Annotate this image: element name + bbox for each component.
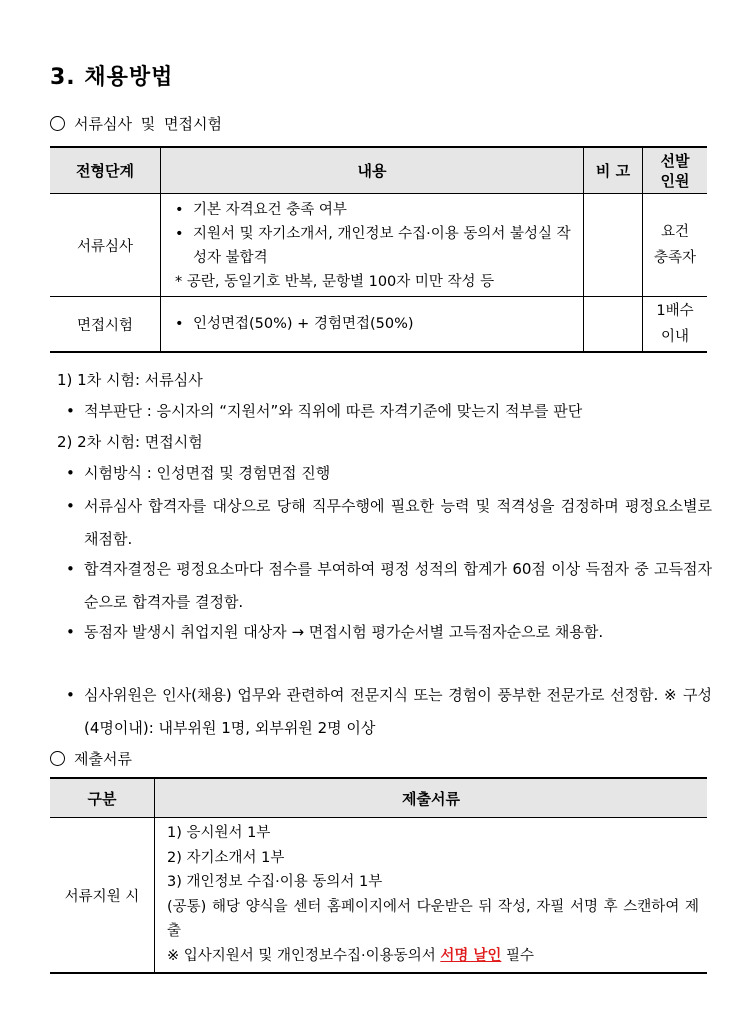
table-row: [50, 194, 707, 297]
list-item: • 심사위원은 인사(채용) 업무와 관련하여 전문지식 또는 경험이 풍부한 전문가로 선정함. ※ 구성(4명이내): 내부위원 1명, 외부위원 2명 이상: [66, 679, 712, 745]
bullet-dot-icon: •: [66, 402, 75, 420]
list-item: • 인성면접(50%) + 경험면접(50%): [175, 312, 577, 336]
list-item: • 동점자 발생시 취업지원 대상자 → 면접시험 평가순서별 고득점자순으로 채용함.: [66, 616, 712, 649]
bullet-dot-icon: •: [66, 686, 75, 704]
documents-table: [50, 777, 707, 974]
header-stage: 전형단계: [50, 147, 161, 194]
stage-cell: 면접시험: [50, 297, 161, 353]
list-item: • 합격자결정은 평정요소마다 점수를 부여하여 평정 성적의 합계가 60점 이상 득점자 중 고득점자 순으로 합격자를 결정함.: [66, 553, 712, 619]
step1-heading: 1) 1차 시험: 서류심사: [57, 371, 203, 389]
bullet-dot-icon: •: [66, 623, 75, 641]
selection-process-table: [50, 146, 707, 353]
count-cell: 1배수 이내: [643, 297, 708, 353]
list-item: • 지원서 및 자기소개서, 개인정보 수집·이용 동의서 불성실 작성자 불합격: [175, 222, 577, 270]
header-remark: 비 고: [584, 147, 643, 194]
header-count: 선발 인원: [643, 147, 708, 194]
category-cell: 서류지원 시: [50, 818, 155, 974]
bullet-dot-icon: •: [66, 464, 75, 482]
list-item: • 서류심사 합격자를 대상으로 당해 직무수행에 필요한 능력 및 적격성을 검정하며 평정요소별로 채점함.: [66, 490, 712, 556]
content-note: * 공란, 동일기호 반복, 문항별 100자 미만 작성 등: [175, 274, 495, 290]
circle-bullet-icon: [50, 116, 65, 131]
remark-cell: [584, 194, 643, 297]
documents-cell: [155, 818, 708, 974]
count-cell: 요건 충족자: [643, 194, 708, 297]
table-row: [50, 818, 707, 974]
list-item: (공통) 해당 양식을 센터 홈페이지에서 다운받은 뒤 작성, 자필 서명 후 스캔하여 제출: [167, 898, 699, 939]
list-item-signature-required: ※ 입사지원서 및 개인정보수집·이용동의서 서명 날인 필수: [167, 947, 535, 964]
header-documents: 제출서류: [155, 778, 708, 818]
content-cell: [161, 297, 584, 353]
circle-bullet-icon: [50, 751, 65, 766]
step2-heading: 2) 2차 시험: 면접시험: [57, 433, 203, 451]
table-header-row: [50, 778, 707, 818]
subsection-heading-screening: 서류심사 및 면접시험: [50, 113, 222, 134]
list-item: 2) 자기소개서 1부: [167, 849, 285, 866]
subsection-heading-documents: 제출서류: [50, 748, 132, 769]
list-item: 3) 개인정보 수집·이용 동의서 1부: [167, 874, 383, 890]
table-row: [50, 297, 707, 353]
signature-highlight: 서명 날인: [440, 947, 502, 964]
header-category: 구분: [50, 778, 155, 818]
list-item: • 적부판단 : 응시자의 “지원서”와 직위에 따른 자격기준에 맞는지 적부를 판단: [66, 395, 712, 428]
stage-cell: 서류심사: [50, 194, 161, 297]
section-title: 3. 채용방법: [50, 65, 174, 90]
header-content: 내용: [161, 147, 584, 194]
remark-cell: [584, 297, 643, 353]
bullet-dot-icon: •: [66, 497, 75, 515]
bullet-dot-icon: •: [66, 560, 75, 578]
list-item: • 시험방식 : 인성면접 및 경험면접 진행: [66, 457, 712, 490]
list-item: 1) 응시원서 1부: [167, 825, 271, 841]
content-cell: [161, 194, 584, 297]
list-item: • 기본 자격요건 충족 여부: [175, 198, 577, 222]
table-header-row: [50, 147, 707, 194]
